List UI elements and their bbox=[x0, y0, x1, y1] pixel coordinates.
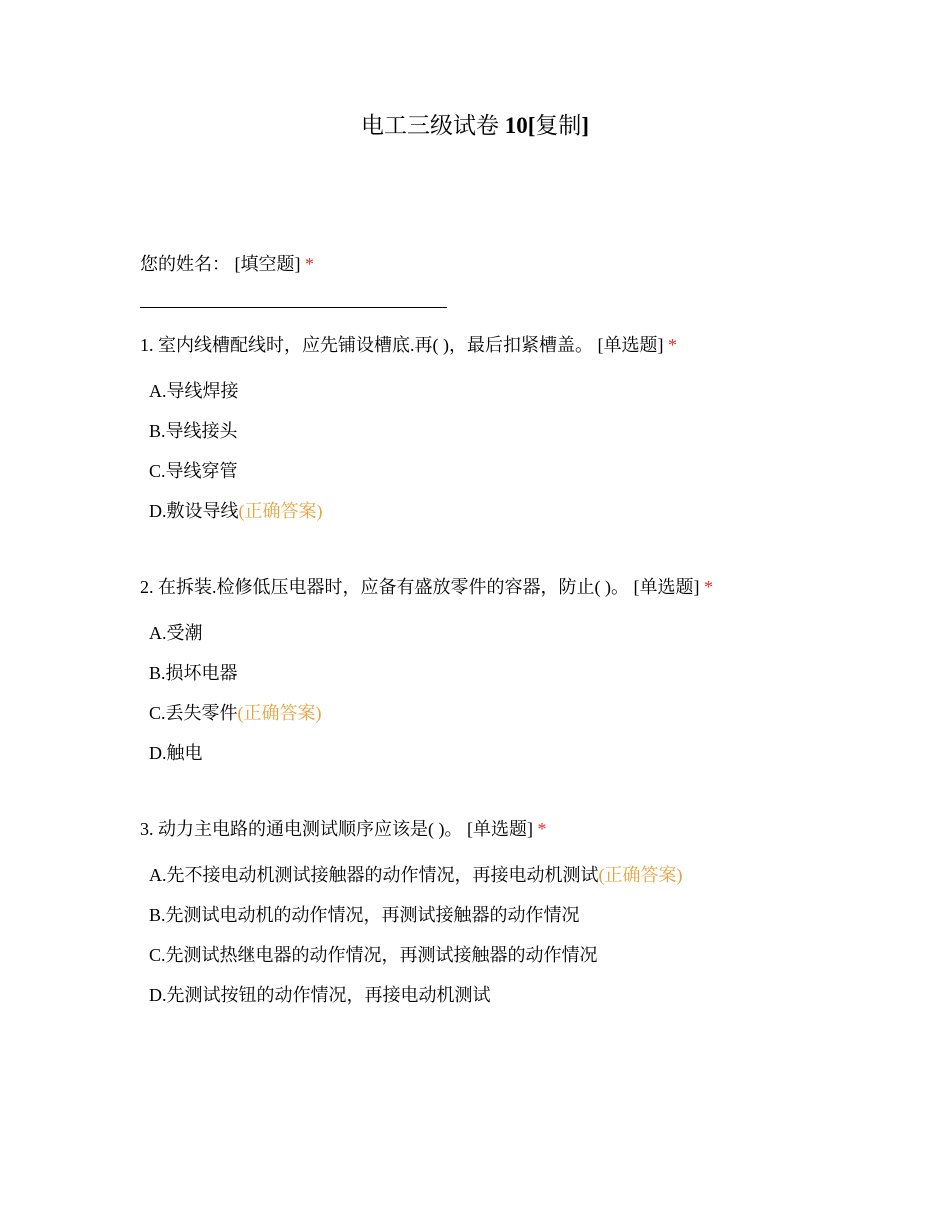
question-3-title bbox=[140, 817, 547, 841]
question-type: [单选题] bbox=[633, 577, 700, 597]
page-title bbox=[0, 110, 950, 142]
question-text: 在拆装.检修低压电器时，应备有盛放零件的容器，防止( )。 bbox=[158, 577, 629, 597]
option-text: D.先测试按钮的动作情况，再接电动机测试 bbox=[149, 985, 491, 1005]
question-3-option-c[interactable] bbox=[149, 943, 598, 967]
name-input-line[interactable] bbox=[140, 307, 447, 308]
question-number: 1. bbox=[140, 335, 154, 355]
required-mark: * bbox=[305, 254, 314, 274]
question-1-option-d[interactable] bbox=[149, 499, 323, 523]
question-2-option-c[interactable] bbox=[149, 701, 322, 725]
required-mark: * bbox=[668, 335, 677, 355]
name-question bbox=[140, 252, 314, 276]
question-type: [单选题] bbox=[597, 335, 664, 355]
question-2-title bbox=[140, 575, 713, 599]
question-2-option-d[interactable] bbox=[149, 741, 203, 765]
option-text: B.先测试电动机的动作情况，再测试接触器的动作情况 bbox=[149, 905, 580, 925]
question-1-option-c[interactable] bbox=[149, 459, 238, 483]
question-text: 室内线槽配线时，应先铺设槽底.再( )，最后扣紧槽盖。 bbox=[158, 335, 593, 355]
question-number: 3. bbox=[140, 819, 154, 839]
question-text: 动力主电路的通电测试顺序应该是( )。 bbox=[158, 819, 463, 839]
title-text: 电工三级试卷 bbox=[360, 113, 499, 138]
correct-answer-mark: (正确答案) bbox=[238, 501, 323, 521]
option-text: B.损坏电器 bbox=[149, 663, 238, 683]
title-close-bracket: ] bbox=[581, 113, 590, 138]
option-text: C.先测试热继电器的动作情况，再测试接触器的动作情况 bbox=[149, 945, 598, 965]
required-mark: * bbox=[537, 819, 547, 839]
question-1-title bbox=[140, 333, 677, 357]
question-number: 2. bbox=[140, 577, 154, 597]
question-3-option-b[interactable] bbox=[149, 903, 580, 927]
required-mark: * bbox=[704, 577, 713, 597]
question-3-option-d[interactable] bbox=[149, 983, 491, 1007]
option-text: C.丢失零件 bbox=[149, 703, 238, 723]
title-number: 10[ bbox=[504, 113, 536, 138]
correct-answer-mark: (正确答案) bbox=[598, 865, 683, 885]
option-text: A.受潮 bbox=[149, 623, 203, 643]
option-text: C.导线穿管 bbox=[149, 461, 238, 481]
title-copy-text: 复制 bbox=[535, 113, 582, 138]
name-label: 您的姓名： bbox=[140, 254, 230, 274]
question-type: [单选题] bbox=[467, 819, 533, 839]
option-text: A.先不接电动机测试接触器的动作情况，再接电动机测试 bbox=[149, 865, 599, 885]
option-text: D.敷设导线 bbox=[149, 501, 239, 521]
question-1-option-a[interactable] bbox=[149, 379, 239, 403]
option-text: A.导线焊接 bbox=[149, 381, 239, 401]
question-1-option-b[interactable] bbox=[149, 419, 238, 443]
question-3-option-a[interactable] bbox=[149, 863, 683, 887]
question-2-option-a[interactable] bbox=[149, 621, 203, 645]
option-text: D.触电 bbox=[149, 743, 203, 763]
question-type: [填空题] bbox=[234, 254, 301, 274]
correct-answer-mark: (正确答案) bbox=[237, 703, 322, 723]
question-2-option-b[interactable] bbox=[149, 661, 238, 685]
option-text: B.导线接头 bbox=[149, 421, 238, 441]
